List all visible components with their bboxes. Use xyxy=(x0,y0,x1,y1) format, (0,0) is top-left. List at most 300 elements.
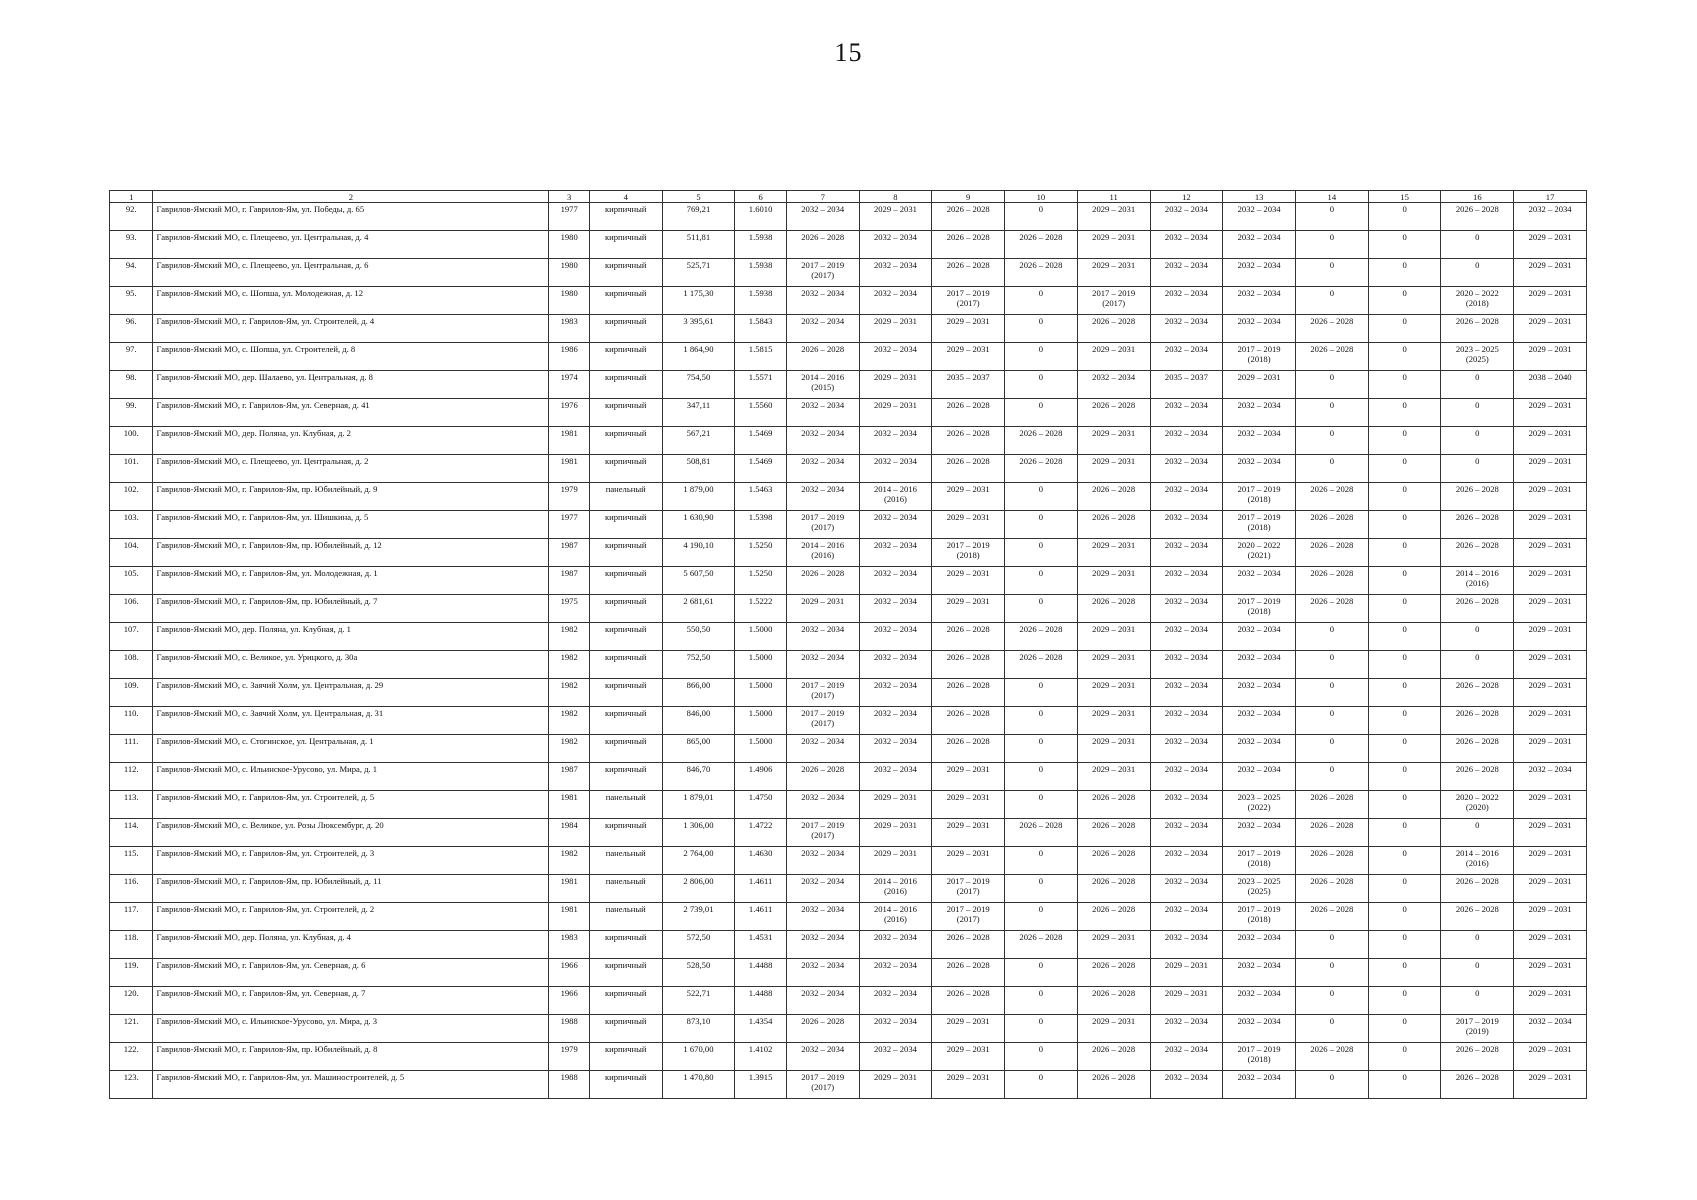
period-col-16-text: 2026 – 2028 xyxy=(1455,512,1499,522)
period-col-9-text: 2026 – 2028 xyxy=(946,260,990,270)
wall-material-text: кирпичный xyxy=(604,568,647,578)
row-number-text: 97. xyxy=(125,344,137,354)
period-col-14-text: 2026 – 2028 xyxy=(1310,596,1354,606)
row-number-cell xyxy=(110,427,153,455)
period-col-8-text: 2014 – 2016 (2016) xyxy=(873,904,917,924)
period-col-12-cell xyxy=(1150,595,1223,623)
row-number-cell xyxy=(110,259,153,287)
priority-coefficient-text: 1.4488 xyxy=(748,960,773,970)
table-row xyxy=(110,931,1587,959)
table-row xyxy=(110,847,1587,875)
build-year-cell xyxy=(549,539,589,567)
row-number-text: 99. xyxy=(125,400,137,410)
period-col-7-cell xyxy=(786,287,859,315)
period-col-12-cell xyxy=(1150,1071,1223,1099)
wall-material-cell xyxy=(589,1043,662,1071)
period-col-13-text: 2017 – 2019 (2018) xyxy=(1237,512,1281,532)
build-year-cell xyxy=(549,567,589,595)
address-text: Гаврилов-Ямский МО, г. Гаврилов-Ям, ул. Строителей, д. 2 xyxy=(156,904,375,914)
period-col-7-text: 2032 – 2034 xyxy=(801,792,845,802)
period-col-12-cell xyxy=(1150,203,1223,231)
period-col-15-cell xyxy=(1368,1015,1441,1043)
table-row xyxy=(110,875,1587,903)
build-year-cell xyxy=(549,371,589,399)
period-col-15-text: 0 xyxy=(1402,1072,1407,1082)
period-col-11-cell xyxy=(1077,735,1150,763)
period-col-10-text: 2026 – 2028 xyxy=(1019,260,1063,270)
row-number-text: 106. xyxy=(123,596,139,606)
build-year-cell xyxy=(549,343,589,371)
period-col-17-text: 2029 – 2031 xyxy=(1528,344,1572,354)
row-number-text: 108. xyxy=(123,652,139,662)
period-col-15-cell xyxy=(1368,903,1441,931)
period-col-7-cell xyxy=(786,623,859,651)
priority-coefficient-text: 1.5398 xyxy=(748,512,773,522)
period-col-16-text: 2026 – 2028 xyxy=(1455,1044,1499,1054)
period-col-17-cell xyxy=(1514,259,1587,287)
period-col-9-text: 2029 – 2031 xyxy=(946,512,990,522)
period-col-10-cell xyxy=(1005,679,1078,707)
period-col-10-text: 0 xyxy=(1038,736,1044,746)
period-col-7-text: 2032 – 2034 xyxy=(801,400,845,410)
period-col-13-text: 2032 – 2034 xyxy=(1237,820,1281,830)
period-col-13-cell xyxy=(1223,987,1296,1015)
period-col-11-text: 2026 – 2028 xyxy=(1092,848,1136,858)
period-col-12-text: 2032 – 2034 xyxy=(1164,792,1208,802)
build-year-cell xyxy=(549,595,589,623)
period-col-16-text: 0 xyxy=(1475,652,1480,662)
row-number-cell xyxy=(110,455,153,483)
period-col-10-cell xyxy=(1005,315,1078,343)
period-col-14-cell xyxy=(1295,847,1368,875)
period-col-11-cell xyxy=(1077,203,1150,231)
address-text: Гаврилов-Ямский МО, с. Плещеево, ул. Центральная, д. 4 xyxy=(156,232,369,242)
row-number-text: 119. xyxy=(123,960,139,970)
period-col-15-text: 0 xyxy=(1402,792,1407,802)
build-year-cell xyxy=(549,287,589,315)
period-col-11-cell xyxy=(1077,399,1150,427)
address-cell xyxy=(153,231,549,259)
period-col-8-text: 2032 – 2034 xyxy=(873,652,917,662)
address-text: Гаврилов-Ямский МО, с. Ильинское-Урусово, ул. Мира, д. 3 xyxy=(156,1016,378,1026)
period-col-14-text: 0 xyxy=(1329,456,1334,466)
period-col-7-cell xyxy=(786,791,859,819)
address-cell xyxy=(153,903,549,931)
period-col-7-text: 2017 – 2019 (2017) xyxy=(801,260,845,280)
priority-coefficient-text: 1.5000 xyxy=(748,708,773,718)
period-col-10-cell xyxy=(1005,987,1078,1015)
period-col-7-cell xyxy=(786,819,859,847)
period-col-17-cell xyxy=(1514,791,1587,819)
address-text: Гаврилов-Ямский МО, г. Гаврилов-Ям, пр. Юбилейный, д. 8 xyxy=(156,1044,378,1054)
period-col-14-text: 0 xyxy=(1329,400,1334,410)
table-row xyxy=(110,343,1587,371)
period-col-15-cell xyxy=(1368,959,1441,987)
period-col-9-text: 2026 – 2028 xyxy=(946,988,990,998)
row-number-cell xyxy=(110,875,153,903)
period-col-11-cell xyxy=(1077,875,1150,903)
period-col-10-text: 0 xyxy=(1038,848,1044,858)
period-col-13-cell xyxy=(1223,595,1296,623)
priority-coefficient-cell xyxy=(735,483,787,511)
period-col-8-cell xyxy=(859,903,932,931)
priority-coefficient-text: 1.4102 xyxy=(748,1044,773,1054)
wall-material-text: кирпичный xyxy=(604,204,647,214)
period-col-8-cell xyxy=(859,707,932,735)
period-col-10-text: 0 xyxy=(1038,512,1044,522)
period-col-13-text: 2032 – 2034 xyxy=(1237,400,1281,410)
table-row xyxy=(110,651,1587,679)
period-col-17-text: 2029 – 2031 xyxy=(1528,288,1572,298)
period-col-7-cell xyxy=(786,903,859,931)
period-col-16-text: 2026 – 2028 xyxy=(1455,204,1499,214)
priority-coefficient-text: 1.5815 xyxy=(748,344,773,354)
area-cell xyxy=(662,931,735,959)
period-col-12-text: 2035 – 2037 xyxy=(1164,372,1208,382)
period-col-7-cell xyxy=(786,595,859,623)
period-col-17-cell xyxy=(1514,371,1587,399)
period-col-17-cell xyxy=(1514,651,1587,679)
build-year-text: 1974 xyxy=(560,372,578,382)
period-col-7-cell xyxy=(786,679,859,707)
period-col-8-text: 2029 – 2031 xyxy=(873,792,917,802)
period-col-11-cell xyxy=(1077,819,1150,847)
period-col-15-text: 0 xyxy=(1402,260,1407,270)
period-col-12-text: 2032 – 2034 xyxy=(1164,456,1208,466)
period-col-9-cell xyxy=(932,959,1005,987)
wall-material-text: кирпичный xyxy=(604,428,647,438)
row-number-text: 116. xyxy=(123,876,139,886)
priority-coefficient-cell xyxy=(735,259,787,287)
row-number-text: 104. xyxy=(123,540,139,550)
row-number-cell xyxy=(110,987,153,1015)
period-col-14-text: 2026 – 2028 xyxy=(1310,344,1354,354)
address-text: Гаврилов-Ямский МО, дер. Поляна, ул. Клубная, д. 4 xyxy=(156,932,351,942)
period-col-10-text: 0 xyxy=(1038,540,1044,550)
build-year-text: 1981 xyxy=(560,876,578,886)
period-col-7-cell xyxy=(786,875,859,903)
address-cell xyxy=(153,1043,549,1071)
period-col-9-text: 2029 – 2031 xyxy=(946,792,990,802)
period-col-17-text: 2029 – 2031 xyxy=(1528,512,1572,522)
priority-coefficient-text: 1.5938 xyxy=(748,288,773,298)
period-col-11-cell xyxy=(1077,707,1150,735)
period-col-12-cell xyxy=(1150,819,1223,847)
period-col-9-cell xyxy=(932,903,1005,931)
build-year-text: 1966 xyxy=(560,988,578,998)
period-col-14-text: 2026 – 2028 xyxy=(1310,876,1354,886)
period-col-15-cell xyxy=(1368,735,1441,763)
period-col-17-cell xyxy=(1514,399,1587,427)
area-cell xyxy=(662,315,735,343)
wall-material-text: кирпичный xyxy=(604,316,647,326)
period-col-11-cell xyxy=(1077,623,1150,651)
build-year-text: 1982 xyxy=(560,652,578,662)
row-number-text: 95. xyxy=(125,288,137,298)
area-cell xyxy=(662,567,735,595)
area-cell xyxy=(662,539,735,567)
period-col-16-text: 0 xyxy=(1475,260,1480,270)
priority-coefficient-text: 1.4722 xyxy=(748,820,773,830)
period-col-15-text: 0 xyxy=(1402,316,1407,326)
period-col-10-text: 0 xyxy=(1038,680,1044,690)
period-col-14-text: 0 xyxy=(1329,204,1334,214)
period-col-16-cell xyxy=(1441,679,1514,707)
period-col-9-cell xyxy=(932,483,1005,511)
period-col-10-text: 2026 – 2028 xyxy=(1019,624,1063,634)
period-col-15-cell xyxy=(1368,203,1441,231)
wall-material-cell xyxy=(589,259,662,287)
period-col-10-cell xyxy=(1005,231,1078,259)
area-cell xyxy=(662,903,735,931)
period-col-17-cell xyxy=(1514,875,1587,903)
period-col-8-text: 2032 – 2034 xyxy=(873,288,917,298)
period-col-17-text: 2029 – 2031 xyxy=(1528,820,1572,830)
period-col-11-text: 2026 – 2028 xyxy=(1092,596,1136,606)
build-year-text: 1987 xyxy=(560,540,578,550)
period-col-12-cell xyxy=(1150,231,1223,259)
period-col-12-cell xyxy=(1150,763,1223,791)
period-col-14-text: 0 xyxy=(1329,428,1334,438)
area-cell xyxy=(662,875,735,903)
wall-material-text: кирпичный xyxy=(604,344,647,354)
period-col-8-cell xyxy=(859,623,932,651)
wall-material-cell xyxy=(589,483,662,511)
address-cell xyxy=(153,791,549,819)
period-col-8-text: 2032 – 2034 xyxy=(873,1044,917,1054)
row-number-text: 121. xyxy=(123,1016,139,1026)
build-year-cell xyxy=(549,399,589,427)
priority-coefficient-text: 1.5938 xyxy=(748,232,773,242)
period-col-13-text: 2032 – 2034 xyxy=(1237,932,1281,942)
period-col-10-text: 0 xyxy=(1038,484,1044,494)
period-col-7-text: 2026 – 2028 xyxy=(801,344,845,354)
period-col-16-cell xyxy=(1441,763,1514,791)
area-cell xyxy=(662,847,735,875)
period-col-7-cell xyxy=(786,1015,859,1043)
period-col-10-text: 2026 – 2028 xyxy=(1019,456,1063,466)
period-col-14-cell xyxy=(1295,1071,1368,1099)
area-cell xyxy=(662,987,735,1015)
period-col-9-cell xyxy=(932,791,1005,819)
address-text: Гаврилов-Ямский МО, г. Гаврилов-Ям, ул. Машиностроителей, д. 5 xyxy=(156,1072,405,1082)
period-col-11-text: 2029 – 2031 xyxy=(1092,624,1136,634)
period-col-12-text: 2032 – 2034 xyxy=(1164,932,1208,942)
period-col-12-cell xyxy=(1150,903,1223,931)
period-col-9-text: 2017 – 2019 (2017) xyxy=(946,904,990,924)
row-number-cell xyxy=(110,735,153,763)
wall-material-cell xyxy=(589,315,662,343)
area-text: 2 739,01 xyxy=(683,904,714,914)
period-col-16-text: 2026 – 2028 xyxy=(1455,680,1499,690)
period-col-14-text: 0 xyxy=(1329,372,1334,382)
period-col-13-cell xyxy=(1223,1043,1296,1071)
address-cell xyxy=(153,455,549,483)
period-col-13-text: 2032 – 2034 xyxy=(1237,624,1281,634)
row-number-text: 112. xyxy=(123,764,139,774)
wall-material-cell xyxy=(589,231,662,259)
period-col-11-cell xyxy=(1077,427,1150,455)
period-col-16-text: 0 xyxy=(1475,820,1480,830)
period-col-14-cell xyxy=(1295,1015,1368,1043)
period-col-10-text: 2026 – 2028 xyxy=(1019,820,1063,830)
area-cell xyxy=(662,679,735,707)
build-year-cell xyxy=(549,1071,589,1099)
period-col-15-text: 0 xyxy=(1402,624,1407,634)
build-year-text: 1983 xyxy=(560,932,578,942)
row-number-cell xyxy=(110,791,153,819)
period-col-14-cell xyxy=(1295,455,1368,483)
priority-coefficient-text: 1.5938 xyxy=(748,260,773,270)
period-col-9-text: 2029 – 2031 xyxy=(946,848,990,858)
address-text: Гаврилов-Ямский МО, г. Гаврилов-Ям, ул. Молодежная, д. 1 xyxy=(156,568,378,578)
period-col-8-cell xyxy=(859,259,932,287)
build-year-cell xyxy=(549,903,589,931)
period-col-16-text: 0 xyxy=(1475,400,1480,410)
period-col-13-cell xyxy=(1223,623,1296,651)
build-year-cell xyxy=(549,875,589,903)
period-col-14-cell xyxy=(1295,623,1368,651)
period-col-9-text: 2017 – 2019 (2017) xyxy=(946,288,990,308)
priority-coefficient-cell xyxy=(735,231,787,259)
period-col-10-cell xyxy=(1005,791,1078,819)
period-col-7-cell xyxy=(786,455,859,483)
period-col-13-cell xyxy=(1223,567,1296,595)
priority-coefficient-text: 1.4906 xyxy=(748,764,773,774)
period-col-16-text: 2014 – 2016 (2016) xyxy=(1455,848,1499,868)
build-year-text: 1982 xyxy=(560,680,578,690)
period-col-16-text: 0 xyxy=(1475,372,1480,382)
area-cell xyxy=(662,791,735,819)
period-col-16-cell xyxy=(1441,1015,1514,1043)
period-col-14-text: 0 xyxy=(1329,988,1334,998)
build-year-text: 1981 xyxy=(560,792,578,802)
row-number-text: 114. xyxy=(123,820,139,830)
period-col-8-text: 2032 – 2034 xyxy=(873,232,917,242)
period-col-13-cell xyxy=(1223,315,1296,343)
wall-material-cell xyxy=(589,903,662,931)
table-row xyxy=(110,987,1587,1015)
period-col-16-text: 2020 – 2022 (2018) xyxy=(1455,288,1499,308)
period-col-12-text: 2032 – 2034 xyxy=(1164,484,1208,494)
wall-material-cell xyxy=(589,791,662,819)
period-col-17-text: 2029 – 2031 xyxy=(1528,680,1572,690)
wall-material-cell xyxy=(589,623,662,651)
area-text: 5 607,50 xyxy=(683,568,714,578)
period-col-14-text: 0 xyxy=(1329,960,1334,970)
period-col-12-cell xyxy=(1150,511,1223,539)
period-col-7-text: 2032 – 2034 xyxy=(801,204,845,214)
row-number-cell xyxy=(110,679,153,707)
period-col-16-cell xyxy=(1441,931,1514,959)
priority-coefficient-cell xyxy=(735,959,787,987)
period-col-14-text: 2026 – 2028 xyxy=(1310,316,1354,326)
period-col-11-text: 2026 – 2028 xyxy=(1092,988,1136,998)
area-text: 550,50 xyxy=(686,624,711,634)
address-cell xyxy=(153,651,549,679)
period-col-12-text: 2032 – 2034 xyxy=(1164,652,1208,662)
wall-material-text: кирпичный xyxy=(604,456,647,466)
table-row xyxy=(110,483,1587,511)
period-col-12-cell xyxy=(1150,735,1223,763)
period-col-16-cell xyxy=(1441,371,1514,399)
period-col-17-cell xyxy=(1514,1015,1587,1043)
period-col-17-cell xyxy=(1514,1071,1587,1099)
period-col-17-text: 2032 – 2034 xyxy=(1528,204,1572,214)
period-col-11-cell xyxy=(1077,259,1150,287)
period-col-15-cell xyxy=(1368,651,1441,679)
row-number-text: 103. xyxy=(123,512,139,522)
wall-material-cell xyxy=(589,371,662,399)
wall-material-cell xyxy=(589,539,662,567)
period-col-16-cell xyxy=(1441,231,1514,259)
priority-coefficient-text: 1.4611 xyxy=(748,876,773,886)
priority-coefficient-text: 1.5250 xyxy=(748,540,773,550)
wall-material-cell xyxy=(589,651,662,679)
period-col-10-text: 0 xyxy=(1038,596,1044,606)
row-number-cell xyxy=(110,315,153,343)
period-col-17-text: 2032 – 2034 xyxy=(1528,1016,1572,1026)
build-year-cell xyxy=(549,623,589,651)
area-text: 846,70 xyxy=(686,764,711,774)
period-col-10-cell xyxy=(1005,1015,1078,1043)
period-col-7-text: 2017 – 2019 (2017) xyxy=(801,708,845,728)
address-text: Гаврилов-Ямский МО, с. Ильинское-Урусово, ул. Мира, д. 1 xyxy=(156,764,378,774)
period-col-10-text: 0 xyxy=(1038,1044,1044,1054)
area-text: 4 190,10 xyxy=(683,540,714,550)
period-col-17-text: 2029 – 2031 xyxy=(1528,876,1572,886)
period-col-9-cell xyxy=(932,287,1005,315)
row-number-cell xyxy=(110,595,153,623)
period-col-7-cell xyxy=(786,1071,859,1099)
period-col-9-text: 2017 – 2019 (2017) xyxy=(946,876,990,896)
address-text: Гаврилов-Ямский МО, дер. Поляна, ул. Клубная, д. 2 xyxy=(156,428,351,438)
period-col-9-text: 2026 – 2028 xyxy=(946,204,990,214)
build-year-text: 1976 xyxy=(560,400,578,410)
period-col-9-cell xyxy=(932,735,1005,763)
period-col-13-cell xyxy=(1223,539,1296,567)
period-col-8-text: 2029 – 2031 xyxy=(873,204,917,214)
period-col-11-cell xyxy=(1077,679,1150,707)
period-col-8-cell xyxy=(859,231,932,259)
row-number-text: 101. xyxy=(123,456,139,466)
period-col-14-cell xyxy=(1295,679,1368,707)
address-text: Гаврилов-Ямский МО, с. Плещеево, ул. Центральная, д. 6 xyxy=(156,260,369,270)
area-cell xyxy=(662,259,735,287)
period-col-16-text: 2026 – 2028 xyxy=(1455,316,1499,326)
period-col-10-cell xyxy=(1005,931,1078,959)
period-col-15-cell xyxy=(1368,1071,1441,1099)
period-col-16-text: 2026 – 2028 xyxy=(1455,1072,1499,1082)
wall-material-cell xyxy=(589,875,662,903)
period-col-15-text: 0 xyxy=(1402,652,1407,662)
address-cell xyxy=(153,679,549,707)
period-col-9-cell xyxy=(932,539,1005,567)
period-col-16-cell xyxy=(1441,847,1514,875)
period-col-16-cell xyxy=(1441,903,1514,931)
period-col-17-text: 2029 – 2031 xyxy=(1528,316,1572,326)
period-col-14-text: 0 xyxy=(1329,932,1334,942)
period-col-8-text: 2029 – 2031 xyxy=(873,316,917,326)
table-row xyxy=(110,1071,1587,1099)
address-cell xyxy=(153,959,549,987)
period-col-17-text: 2029 – 2031 xyxy=(1528,568,1572,578)
period-col-7-cell xyxy=(786,483,859,511)
period-col-17-text: 2029 – 2031 xyxy=(1528,260,1572,270)
area-text: 865,00 xyxy=(686,736,711,746)
build-year-cell xyxy=(549,735,589,763)
row-number-cell xyxy=(110,483,153,511)
